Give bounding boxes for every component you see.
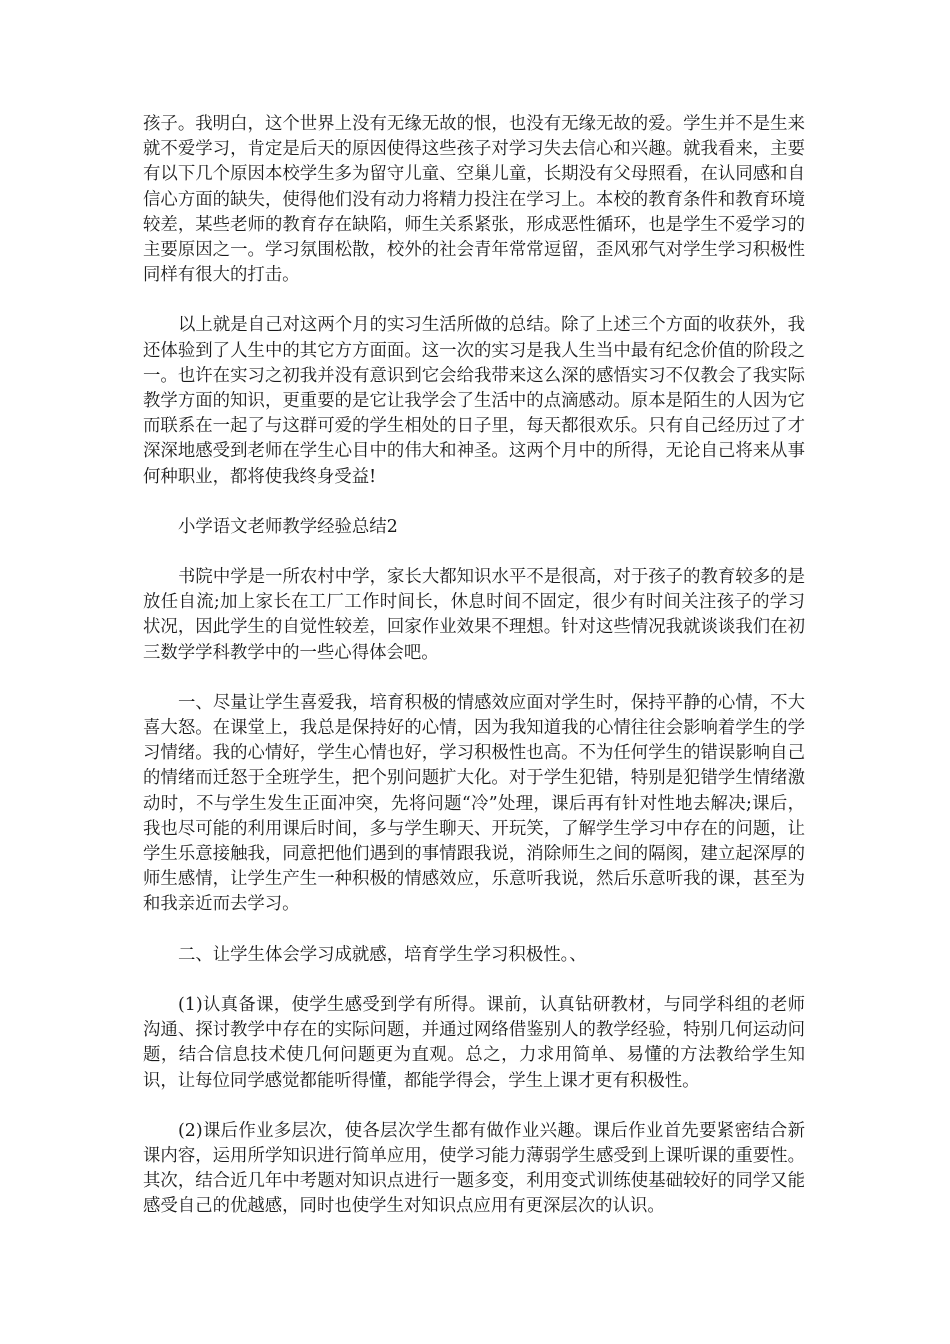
paragraph-1: 孩子。我明白，这个世界上没有无缘无故的恨，也没有无缘无故的爱。学生并不是生来就不爱学习，肯定是后天的原因使得这些孩子对学习失去信心和兴趣。就我看来，主要有以下几个原因本校学生多为留守儿童、空巢儿童，长期没有父母照看，在认同感和自信心方面的缺失，使得他们没有动力将精力投注在学习上。本校的教育条件和教育环境较差，某些老师的教育存在缺陷，师生关系紧张，形成恶性循环，也是学生不爱学习的主要原因之一。学习氛围松散，校外的社会青年常常逗留，歪风邪气对学生学习积极性同样有很大的打击。: [143, 114, 805, 286]
paragraph-5: 一、尽量让学生喜爱我，培育积极的情感效应面对学生时，保持平静的心情，不大喜大怒。在课堂上，我总是保持好的心情，因为我知道我的心情往往会影响着学生的学习情绪。我的心情好，学生心情也好，学习积极性也高。不为任何学生的错误影响自己的情绪而迁怒于全班学生，把个别问题扩大化。对于学生犯错，特别是犯错学生情绪激动时，不与学生发生正面冲突，先将问题“冷”处理，课后再有针对性地去解决;课后，我也尽可能的利用课后时间，多与学生聊天、开玩笑，了解学生学习中存在的问题，让学生乐意接触我，同意把他们遇到的事情跟我说，消除师生之间的隔阂，建立起深厚的师生感情，让学生产生一种积极的情感效应，乐意听我说，然后乐意听我的课，甚至为和我亲近而去学习。: [143, 692, 805, 915]
document-page: [143, 112, 805, 1245]
paragraph-8: (2)课后作业多层次，使各层次学生都有做作业兴趣。课后作业首先要紧密结合新课内容，运用所学知识进行简单应用，使学习能力薄弱学生感受到上课听课的重要性。其次，结合近几年中考题对知识点进行一题多变，利用变式训练使基础较好的同学又能感受自己的优越感，同时也使学生对知识点应用有更深层次的认识。: [143, 1120, 805, 1217]
paragraph-6: 二、让学生体会学习成就感，培育学生学习积极性。、: [178, 944, 587, 965]
paragraph-7: (1)认真备课，使学生感受到学有所得。课前，认真钻研教材，与同学科组的老师沟通、探讨教学中存在的实际问题，并通过网络借鉴别人的教学经验，特别几何运动问题，结合信息技术使几何问题更为直观。总之，力求用简单、易懂的方法教给学生知识，让每位同学感觉都能听得懂，都能学得会，学生上课才更有积极性。: [143, 994, 805, 1091]
paragraph-4: 书院中学是一所农村中学，家长大都知识水平不是很高，对于孩子的教育较多的是放任自流;加上家长在工厂工作时间长，休息时间不固定，很少有时间关注孩子的学习状况，因此学生的自觉性较差，回家作业效果不理想。针对这些情况我就谈谈我们在初三数学学科教学中的一些心得体会吧。: [143, 567, 805, 663]
section-heading: 小学语文老师教学经验总结2: [178, 516, 398, 537]
paragraph-2: 以上就是自己对这两个月的实习生活所做的总结。除了上述三个方面的收获外，我还体验到了人生中的其它方方面面。这一次的实习是我人生当中最有纪念价值的阶段之一。也许在实习之初我并没有意识到它会给我带来这么深的感悟实习不仅教会了我实际教学方面的知识，更重要的是它让我学会了生活中的点滴感动。原本是陌生的人因为它而联系在一起了与这群可爱的学生相处的日子里，每天都很欢乐。只有自己经历过了才深深地感受到老师在学生心目中的伟大和神圣。这两个月中的所得，无论自己将来从事何种职业，都将使我终身受益!: [143, 315, 805, 487]
